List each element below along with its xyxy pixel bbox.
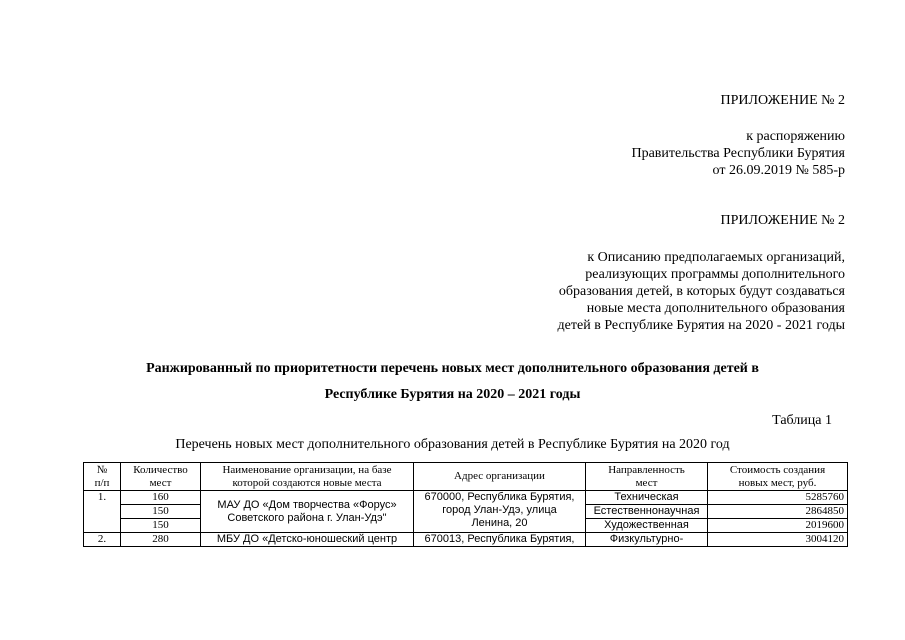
description-ref-line: детей в Республике Бурятия на 2020 - 2021 годы bbox=[557, 318, 845, 333]
cell-direction: Техническая bbox=[586, 491, 708, 505]
cell-cost: 5285760 bbox=[708, 491, 848, 505]
order-ref-line: от 26.09.2019 № 585-р bbox=[712, 163, 845, 178]
cell-cost: 2019600 bbox=[708, 519, 848, 533]
table-label: Таблица 1 bbox=[772, 413, 832, 428]
header-count: Количество мест bbox=[121, 463, 201, 491]
document-title: Республике Бурятия на 2020 – 2021 годы bbox=[324, 387, 581, 402]
description-ref-line: к Описанию предполагаемых организаций, bbox=[587, 250, 845, 265]
cell-direction: Естественнонаучная bbox=[586, 505, 708, 519]
table-row bbox=[84, 533, 848, 547]
header-num: № п/п bbox=[84, 463, 121, 491]
cell-org: МБУ ДО «Детско-юношеский центр bbox=[201, 533, 414, 547]
appendix-title: ПРИЛОЖЕНИЕ № 2 bbox=[720, 93, 845, 108]
description-ref-line: реализующих программы дополнительного bbox=[585, 267, 845, 282]
table-row bbox=[84, 491, 848, 505]
document-title: Ранжированный по приоритетности перечень новых мест дополнительного образования детей в bbox=[146, 361, 759, 376]
cell-count: 280 bbox=[121, 533, 201, 547]
appendix-title: ПРИЛОЖЕНИЕ № 2 bbox=[720, 213, 845, 228]
table-caption: Перечень новых мест дополнительного образования детей в Республике Бурятия на 2020 год bbox=[175, 437, 730, 452]
cell-num: 2. bbox=[84, 533, 121, 547]
cell-count: 160 bbox=[121, 491, 201, 505]
cell-count: 150 bbox=[121, 519, 201, 533]
cell-cost: 3004120 bbox=[708, 533, 848, 547]
header-address: Адрес организации bbox=[414, 463, 586, 491]
cell-org: МАУ ДО «Дом творчества «Форус» Советского района г. Улан-Удэ" bbox=[201, 491, 414, 533]
description-ref-line: новые места дополнительного образования bbox=[586, 301, 845, 316]
cell-address: 670000, Республика Бурятия, город Улан-Удэ, улица Ленина, 20 bbox=[414, 491, 586, 533]
places-table bbox=[83, 462, 848, 547]
header-org: Наименование организации, на базе которой создаются новые места bbox=[201, 463, 414, 491]
order-ref-line: Правительства Республики Бурятия bbox=[631, 146, 845, 161]
cell-cost: 2864850 bbox=[708, 505, 848, 519]
cell-address: 670013, Республика Бурятия, bbox=[414, 533, 586, 547]
header-cost: Стоимость создания новых мест, руб. bbox=[708, 463, 848, 491]
cell-direction: Художественная bbox=[586, 519, 708, 533]
cell-count: 150 bbox=[121, 505, 201, 519]
cell-num: 1. bbox=[84, 491, 121, 533]
description-ref-line: образования детей, в которых будут создаваться bbox=[558, 284, 845, 299]
header-direction: Направленность мест bbox=[586, 463, 708, 491]
order-ref-line: к распоряжению bbox=[746, 129, 845, 144]
cell-direction: Физкультурно- bbox=[586, 533, 708, 547]
table-header-row bbox=[84, 463, 848, 491]
